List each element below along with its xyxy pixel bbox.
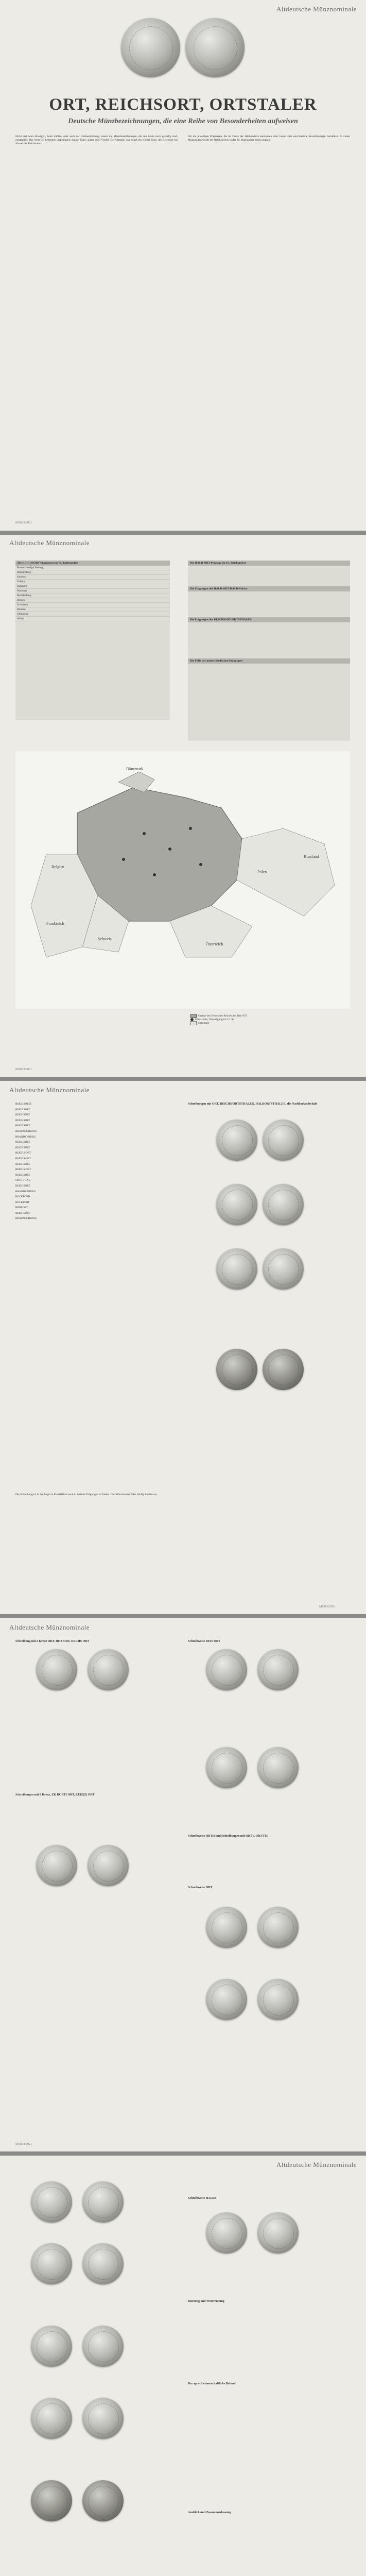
table-cell: Hamburg	[15, 584, 155, 589]
section-header: Altdeutsche Münznominale	[9, 1623, 90, 1631]
page-4	[0, 1618, 366, 2151]
table-cell: Lübeck	[15, 580, 155, 584]
coin-image	[216, 1349, 257, 1390]
list-item: REICHSORT	[15, 1173, 30, 1177]
list-item: ROCKFORT	[15, 1200, 30, 1204]
coin-image	[31, 2398, 72, 2439]
list-item: BRAUNSCHWEIG	[15, 1217, 37, 1221]
column-heading: Schreibungen mit ORT, REICHS/ORTSTHALER, HALBORTSTHALER, die Nachbarlandschaft	[188, 1103, 318, 1106]
coin-image	[31, 2181, 72, 2223]
table-cell: Schweden	[15, 603, 155, 607]
text-column-left	[15, 135, 178, 149]
list-item: ROCKFORD	[15, 1195, 30, 1199]
coin-image	[206, 1979, 247, 2020]
coin-image	[206, 1649, 247, 1690]
text-column-left	[15, 1493, 170, 1500]
list-item: REICHS-ORT	[15, 1157, 31, 1160]
coin-image	[263, 1184, 304, 1225]
coin-image	[257, 1907, 299, 1948]
legend-item: Grenze des Deutschen Reiches im Jahr 1871	[198, 1014, 248, 1018]
page-5	[0, 2156, 366, 2576]
page-3	[0, 1081, 366, 1614]
article-title: ORT, REICHSORT, ORTSTALER	[49, 95, 317, 114]
coin-image	[185, 18, 245, 77]
column-heading: Schreibungen mit 8 Kreuz, ZK RORTI ORT, REIZ(Z) ORT	[15, 1793, 95, 1797]
coin-image	[263, 1120, 304, 1161]
map-label: Österreich	[206, 942, 223, 946]
list-item: REICHSORT	[15, 1141, 30, 1144]
table-cell: Anhalt	[15, 617, 155, 621]
table-cell: Oldenburg	[15, 612, 155, 617]
map-label: Belgien	[51, 865, 64, 869]
table-halbort	[188, 561, 350, 741]
table-title: Die Prägungen der HALB-ORT/HALB-Stücke	[188, 586, 350, 591]
page-footer: MSM 8/2021	[15, 1068, 32, 1071]
column-heading: Kürzung und Wortrennung	[188, 2300, 224, 2303]
coin-image	[82, 2243, 124, 2284]
coin-image	[82, 2480, 124, 2521]
column-heading: Schreibung mit 2 Kreuz ORT, IIHZ ORT, RECHS ORT	[15, 1640, 90, 1643]
table-cell: Bremen	[15, 607, 155, 612]
coin-image	[88, 1649, 129, 1690]
coin-image	[82, 2326, 124, 2367]
coin-image	[121, 18, 180, 77]
page-2	[0, 535, 366, 1077]
map-label: Dänemark	[126, 767, 144, 771]
page-footer: MSM 8/2021	[319, 1605, 336, 1608]
map-label: Polen	[257, 870, 267, 874]
list-item: REICHS-ORT	[15, 1151, 31, 1155]
coin-image	[36, 1845, 77, 1886]
column-heading: Schreibweise ORT	[188, 1886, 213, 1889]
list-item: REICHSORT	[15, 1211, 30, 1215]
list-item: REICHSORT	[15, 1108, 30, 1111]
coin-image	[216, 1248, 257, 1290]
coin-image	[82, 2181, 124, 2223]
map-label: Schweiz	[98, 937, 112, 941]
legend-item: Ortsthaler	[198, 1022, 210, 1025]
table-reichsort	[15, 561, 170, 720]
section-header: Altdeutsche Münznominale	[9, 539, 90, 547]
column-heading: Schreibweise REIS ORT	[188, 1640, 221, 1643]
list-item: REICHSORT	[15, 1118, 30, 1122]
coin-image	[31, 2243, 72, 2284]
column-heading: Schreibweise HALBE	[188, 2197, 217, 2200]
section-header: Altdeutsche Münznominale	[276, 2161, 357, 2168]
column-heading: Ausblick und Zusammenfassung	[188, 2511, 231, 2514]
table-title: Die REICHSORT-Prägungen im 17. Jahrhundert	[15, 561, 170, 566]
coin-image	[257, 2212, 299, 2253]
coin-image	[206, 2212, 247, 2253]
list-item: REICHSORTS	[15, 1103, 32, 1106]
list-item: REICHSORT	[15, 1113, 30, 1117]
list-item: REICHSORT	[15, 1162, 30, 1166]
list-item: BRANDENBURG	[15, 1190, 36, 1193]
page-footer: MSM 8/2021	[15, 2143, 32, 2146]
map-label: Frankreich	[46, 921, 64, 926]
map-legend	[190, 1014, 345, 1025]
map-graphic	[15, 751, 350, 1009]
paragraph: Die Schreibung ist in der Regel in Einzelfällen auch in anderen Prägungen zu finden. Der Münzmeister führt häufig Zusätze an.	[15, 1493, 158, 1496]
coin-image	[216, 1184, 257, 1225]
map-label: Russland	[304, 854, 319, 859]
list-item: REICHSORT	[15, 1146, 30, 1149]
article-subtitle: Deutsche Münzbezeichnungen, die eine Reihe von Besonderheiten aufweisen	[68, 117, 298, 125]
coin-image	[216, 1120, 257, 1161]
coin-image	[206, 1747, 247, 1788]
section-header: Altdeutsche Münznominale	[9, 1086, 90, 1094]
coin-image	[36, 1649, 77, 1690]
list-item: BRAUNSCHWEIG	[15, 1129, 37, 1133]
column-heading: Schreibweise ORTH und Schreibungen mit ORTT, ORTTTE	[188, 1835, 269, 1838]
coin-image	[257, 1979, 299, 2020]
page-1	[0, 0, 366, 531]
coin-image	[257, 1747, 299, 1788]
list-item: ORTS-THAL	[15, 1179, 30, 1182]
text-column-right	[188, 135, 350, 145]
coin-image	[31, 2326, 72, 2367]
list-item: REICHS-ORT	[15, 1168, 31, 1172]
table-cell: Sachsen	[15, 575, 155, 580]
legend-item: Münzstätte, Ortsprägung im 17. Jh.	[195, 1018, 235, 1022]
list-column	[15, 1101, 170, 1222]
table-cell: Hessen	[15, 598, 155, 603]
table-cell: Brandenburg	[15, 570, 155, 575]
table-title: Die Prägungen der REICHSORT/ORTSTHALER	[188, 617, 350, 622]
map	[15, 751, 350, 1009]
section-header: Altdeutsche Münznominale	[276, 5, 357, 13]
list-item: REICHSORT	[15, 1124, 30, 1128]
paragraph: Für die jeweiligen Prägungen, die im Laufe der Jahrhunderte entstanden sind, lassen sich verschiedene Bezeichnungen feststellen. In vielen Münzstätten wurde der Reichsort bis in das 18. Jahrhundert hinein geprägt.	[188, 135, 350, 142]
coin-image	[82, 2398, 124, 2439]
coin-image	[257, 1649, 299, 1690]
list-item: BIRN-ORT	[15, 1206, 28, 1210]
list-item: REICHSORT	[15, 1184, 30, 1188]
coin-image	[88, 1845, 129, 1886]
page-footer: MSM 8/2021	[15, 521, 32, 524]
paragraph: Nicht erst beim Abwägen, beim Zählen, oder auch der Ortsbestimmung, waren die Münzbezeichnungen, die uns heute noch geläufig sind, entstanden. Das Wort Ort bedeutete ursprünglich Spitze, Ecke, später auch Viertel. Der Ortstaler war somit ein Viertel Taler, der Reichsort ein Viertel des Reichstalers.	[15, 135, 178, 146]
table-cell: Braunschweig-Lüneburg	[15, 566, 155, 570]
coin-image	[263, 1349, 304, 1390]
list-item: BRANDENBURG	[15, 1135, 36, 1139]
table-title: Die HALB-ORT-Prägung im 16. Jahrhundert	[188, 561, 350, 566]
coin-image	[206, 1907, 247, 1948]
table-cell: Pommern	[15, 589, 155, 594]
coin-image	[31, 2480, 72, 2521]
column-heading: Der sprachwissenschaftliche Befund	[188, 2382, 236, 2385]
coin-image	[263, 1248, 304, 1290]
table-cell: Mecklenburg	[15, 594, 155, 598]
table-title: Die Fülle der unterschiedlichen Prägungen	[188, 658, 350, 664]
